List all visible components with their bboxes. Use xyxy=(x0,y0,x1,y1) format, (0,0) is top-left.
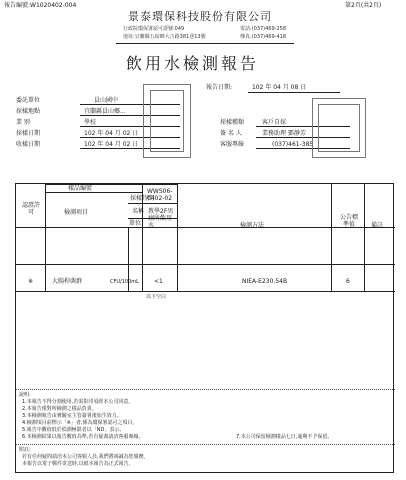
note-item: 3.本檢測報告由實驗室主管簽署後始生效力。 xyxy=(22,413,122,419)
report-date-underline xyxy=(248,92,340,93)
sampling-date-label: 採樣日期 xyxy=(16,130,41,137)
row-method: NIEA-E230.54B xyxy=(242,278,288,285)
method-header: 檢測方法 xyxy=(240,222,265,229)
row-divider xyxy=(16,264,395,265)
results-table xyxy=(15,183,394,473)
row-divider xyxy=(16,291,395,292)
note-item: 2.本報告僅對所檢測之樣品負責。 xyxy=(22,406,97,412)
col-divider xyxy=(331,184,332,291)
signer-label: 簽 名 人 xyxy=(220,130,242,137)
row-cert: ※ xyxy=(28,278,34,285)
page-number: 第2頁(共2頁) xyxy=(345,2,382,9)
sample-type-value: 客戶自採 xyxy=(262,119,287,126)
sample-description: 教學2F男廁所飲用水 xyxy=(148,208,174,229)
notes-divider xyxy=(16,389,395,390)
sampling-date-value: 102 年 04 月 02 日 xyxy=(84,130,139,137)
address: 地址:宜蘭縣五結鄉大吉路381巷13號 xyxy=(123,34,206,40)
telephone: 電話:(037)469-258 xyxy=(240,26,287,32)
note-item: 6.本檢測結果以報告數值為準,若有疑義請洽客服專線。 xyxy=(22,434,144,440)
unit-label: 單位 xyxy=(129,220,142,227)
note-item: 4.檢測項目前標示「※」者,係為環保署認可之項目。 xyxy=(22,420,138,426)
sample-no: WWS06-0402-02 xyxy=(147,188,173,202)
fax: 傳真:(037)469-418 xyxy=(240,34,287,40)
client-value: 員山國中 xyxy=(94,97,119,104)
row-limit: 6 xyxy=(346,278,350,285)
col-divider xyxy=(364,184,365,291)
site-label: 採樣地點 xyxy=(16,108,41,115)
notes-divider xyxy=(16,444,395,445)
receipt-date-label: 收樣日期 xyxy=(16,141,41,148)
company-name: 景泰環保科技股份有限公司 xyxy=(128,10,272,23)
extra-title: 附註: xyxy=(19,447,31,453)
receipt-date-value: 102 年 04 月 02 日 xyxy=(84,141,139,148)
cert-number: 行政院環保署認可證號:049 xyxy=(123,26,185,32)
service-line-value: (037)461-385 xyxy=(272,141,314,148)
extra-line: 若有任何疑問請洽本公司客服人員,我們將竭誠為您服務。 xyxy=(22,454,149,460)
site-value: 宜蘭縣員山鄉... xyxy=(84,108,126,115)
signature-seal-inner xyxy=(318,104,360,152)
item-header: 檢測項目 xyxy=(64,209,89,216)
note-item: 1.本報告不得分割使用,若需影印須經本公司同意。 xyxy=(22,399,134,405)
report-date: 報告日期: 102 年 04 月 08 日 xyxy=(206,84,307,91)
note-item: 7.本公司保留檢測樣品七日,逾期不予保留。 xyxy=(236,434,333,440)
cert-header: 認證許可 xyxy=(22,202,41,216)
limit-header: 公告標準值 xyxy=(339,214,358,228)
service-line-label: 客服專線 xyxy=(220,141,245,148)
sample-type-label: 採樣種類 xyxy=(220,119,245,126)
remark-header: 備註 xyxy=(371,222,384,229)
col-divider xyxy=(177,184,178,291)
col-divider xyxy=(45,184,46,291)
row-unit: CFU/100mL xyxy=(110,279,139,285)
name-label: 名稱 xyxy=(132,208,145,215)
industry-value: 學校 xyxy=(84,119,97,126)
report-number: 報告編號:W1020402-004 xyxy=(4,2,77,9)
page-title: 飲用水檢測報告 xyxy=(126,54,260,73)
notes-title: 說明: xyxy=(19,392,31,398)
note-item: 5.報告中數值低於偵測極限者以「ND」表示。 xyxy=(22,427,125,433)
end-marker: 以下空白 xyxy=(146,294,167,300)
row-divider xyxy=(45,192,142,193)
extra-line: 本報告以電子郵件寄送時,以紙本報告為正式報告。 xyxy=(22,461,134,467)
row-value: <1 xyxy=(154,278,163,285)
sample-no-label: 樣品編號 xyxy=(68,185,93,192)
signer-value: 業務助理 鄧靜芳 xyxy=(262,130,306,137)
header-divider xyxy=(116,43,294,44)
sampling-time-label: 採樣時間 xyxy=(130,195,155,202)
company-seal-inner xyxy=(150,90,184,152)
row-divider xyxy=(128,203,177,204)
row-divider xyxy=(45,184,177,185)
industry-label: 業 別 xyxy=(16,119,30,126)
client-label: 委託單位 xyxy=(16,97,41,104)
row-item: 大腸桿菌群 xyxy=(52,278,83,285)
